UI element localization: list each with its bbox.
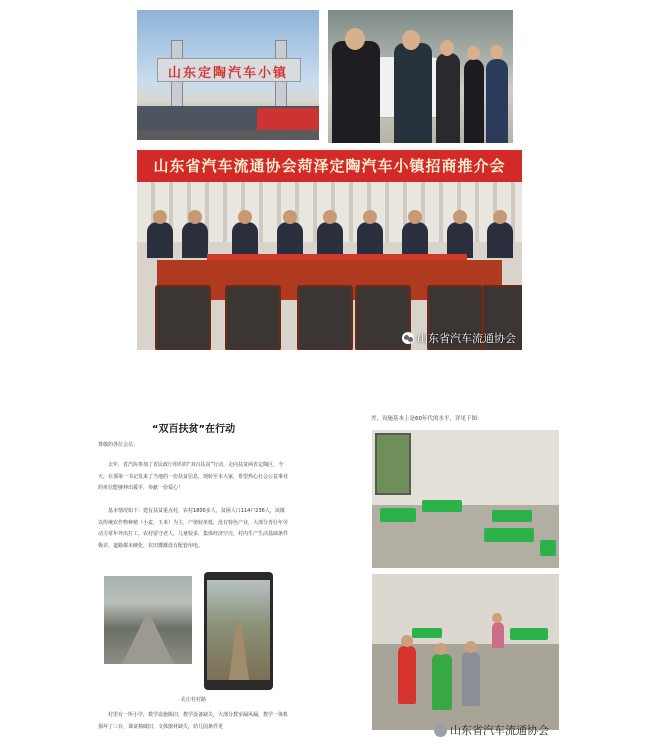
phone-screen	[207, 580, 270, 680]
person-head	[490, 45, 503, 59]
attendee	[317, 222, 343, 258]
village-road-photo	[104, 576, 192, 664]
green-chair	[540, 540, 556, 556]
green-table	[484, 528, 534, 542]
attendee	[447, 222, 473, 258]
bottom-watermark-text: 山东省汽车流通协会	[450, 724, 549, 737]
attendee	[182, 222, 208, 258]
green-table	[412, 628, 442, 638]
person-head	[345, 28, 365, 50]
green-table	[380, 508, 416, 522]
chair	[155, 285, 211, 350]
attendee	[232, 222, 258, 258]
child	[462, 652, 480, 706]
person	[332, 41, 380, 143]
attendee	[277, 222, 303, 258]
chair	[297, 285, 353, 350]
phone-road-photo	[204, 572, 273, 690]
person	[486, 59, 508, 143]
photo-caption: 孔庄村村路	[180, 697, 206, 703]
green-table	[510, 628, 548, 640]
person-head	[467, 46, 480, 60]
right-column-text: 差，设施基本上是60年代的水平，详见下图：	[371, 416, 483, 422]
attendee	[487, 222, 513, 258]
building-red	[257, 108, 319, 130]
watermark-text: 山东省汽车流通协会	[417, 332, 516, 345]
road	[137, 130, 319, 140]
document-paragraph-1: 去年，省汽协参加了省民政厅组织的“双百扶贫”行动，走向扶贫两省定陶区，今天，在那第一书记发来了当地的一份扶贫信息，现转至本大家，希望热心社会公益事业的单位能够伸出援手，奉献一份爱心！	[98, 462, 289, 491]
attendee	[147, 222, 173, 258]
document-page	[88, 410, 299, 740]
green-table	[492, 510, 532, 522]
watermark	[402, 330, 516, 346]
wechat-icon	[434, 724, 447, 737]
road	[122, 616, 174, 664]
child	[398, 646, 416, 704]
child	[432, 654, 452, 710]
person-head	[402, 30, 420, 50]
person	[394, 43, 432, 143]
person	[464, 59, 484, 143]
person	[436, 53, 460, 143]
classroom-photo-2	[372, 574, 559, 730]
officials-photo	[328, 10, 513, 143]
document-paragraph-3: 村里有一所小学，教学设施陈旧，教学设备缺失，大部分教室漏风漏，教学一体机损坏了三台，课桌椅破旧，文体器材缺失，幼儿园条件更	[98, 712, 289, 730]
meeting-photo	[137, 150, 522, 350]
person-head	[440, 40, 454, 56]
wechat-icon	[402, 332, 414, 344]
attendee	[357, 222, 383, 258]
window	[375, 433, 411, 495]
document-title: “双百扶贫”在行动	[151, 424, 236, 435]
child	[492, 622, 504, 648]
gate-sign-text: 山东定陶汽车小镇	[167, 66, 288, 81]
chair	[225, 285, 281, 350]
bottom-watermark	[434, 722, 549, 738]
document-paragraph-2: 基本情况如下：建有扶贫重点村，农村1800多人，贫困人口114户236人，该镇以传统农作物种植（小麦、玉米）为主，产值较单低，没有特色产业，大部分青壮年劳动力常年外出打工，农村留守老人，儿童较多，集体经济空壳，村内生产生活基础条件极差，道路都未硬化，农田灌溉没有配套用电。	[98, 508, 289, 549]
document-greeting: 尊敬的各位会员：	[98, 442, 139, 448]
meeting-banner: 山东省汽车流通协会菏泽定陶汽车小镇招商推介会	[137, 150, 522, 182]
classroom-photo-1	[372, 430, 559, 568]
attendee	[402, 222, 428, 258]
green-table	[422, 500, 462, 512]
town-gate-photo	[137, 10, 319, 140]
